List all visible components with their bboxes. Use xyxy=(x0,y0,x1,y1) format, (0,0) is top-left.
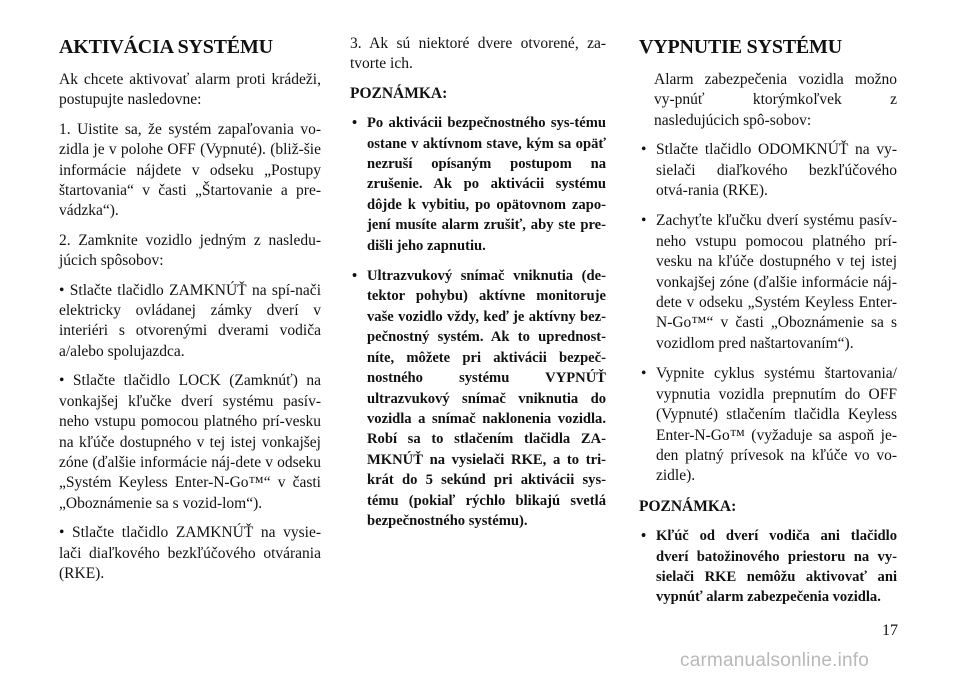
note-text: Kľúč od dverí vodiča ani tlačidlo dverí batožinového priestoru na vy-sielači RKE nemôžu aktivovať ani vypnúť alarm zabezpečenia vozidla. xyxy=(656,528,897,606)
note-list xyxy=(639,526,897,608)
bullet-icon: • xyxy=(641,212,647,230)
deactivation-intro: Alarm zabezpečenia vozidla možno vy-pnúť ktorýmkoľvek z nasledujúcich spô-sobov: xyxy=(654,71,897,129)
activation-bullet-3: • Stlačte tlačidlo ZAMKNÚŤ na vysie-lači diaľkového bezkľúčového otvárania (RKE). xyxy=(59,524,321,582)
deactivation-item xyxy=(639,364,897,486)
activation-step-2: 2. Zamknite vozidlo jedným z nasledu-júcich spôsobov: xyxy=(59,231,321,270)
heading-activation: AKTIVÁCIA SYSTÉMU xyxy=(59,36,273,58)
note-text: Ultrazvukový snímač vniknutia (de-tektor pohybu) aktívne monitoruje vaše vozidlo vždy, keď je aktívny bez-pečnostný systém. Ak to uprednost-níte, môžete pri aktivácii bezpeč-nostného systému VYPNÚŤ ultrazvukový snímač vniknutia do vozidla a snímač naklonenia vozidla. Robí sa to stlačením tlačidla ZA-MKNÚŤ na vysielači RKE, a to tri-krát do 5 sekúnd pri aktivácii sys-tému (pokiaľ rýchlo blikajú svetlá bezpečnostného systému). xyxy=(367,268,606,529)
note-item xyxy=(639,526,897,608)
bullet-icon: • xyxy=(352,268,358,285)
note-item xyxy=(350,113,606,256)
note-title: POZNÁMKA: xyxy=(639,497,737,515)
page-number: 17 xyxy=(882,622,898,639)
bullet-icon: • xyxy=(641,528,647,545)
note-item xyxy=(350,266,606,531)
deactivation-list xyxy=(639,140,897,487)
activation-step-1: 1. Uistite sa, že systém zapaľovania vo-zidla je v polohe OFF (Vypnuté). (bliž-šie informácie nájdete v odseku „Postupy štartovania“ v časti „Štartovanie a pre-vádzka“). xyxy=(59,120,321,220)
deactivation-text: Vypnite cyklus systému štartovania/ vypnutia vozidla prepnutím do OFF (Vypnuté) stlačením tlačidla Keyless Enter-N-Go™ (vyžaduje sa aspoň je-den platný prívesok na kľúče vo vo-zidle). xyxy=(656,365,897,485)
heading-deactivation: VYPNUTIE SYSTÉMU xyxy=(639,36,842,58)
deactivation-item xyxy=(639,140,897,201)
note-title: POZNÁMKA: xyxy=(350,84,448,102)
activation-bullet-2: • Stlačte tlačidlo LOCK (Zamknúť) na vonkajšej kľučke dverí systému pasív-neho vstupu pomocou platného prí-vesku na kľúče dostupného v tej istej vonkajšej zóne (ďalšie informácie náj-dete v odseku „Systém Keyless Enter-N-Go™“ v časti „Oboznámenie sa s vozid-lom“). xyxy=(59,372,321,512)
bullet-icon: • xyxy=(352,115,358,132)
watermark: carmanualsonline.info xyxy=(680,650,870,671)
column-deactivation xyxy=(639,34,897,618)
activation-intro: Ak chcete aktivovať alarm proti krádeži, postupujte nasledovne: xyxy=(59,71,321,109)
deactivation-text: Stlačte tlačidlo ODOMKNÚŤ na vy-sielači diaľkového bezkľúčového otvá-rania (RKE). xyxy=(656,141,897,200)
activation-bullet-1: • Stlačte tlačidlo ZAMKNÚŤ na spí-nači elektricky ovládanej zámky dverí v interiéri s otvorenými dverami vodiča a/alebo spolujazdca. xyxy=(59,281,321,360)
deactivation-text: Zachyťte kľučku dverí systému pasív-neho vstupu pomocou platného prí-vesku na kľúče dostupného v tej istej vonkajšej zóne (ďalšie informácie náj-dete v odseku „Systém Keyless Enter-N-Go™“ v časti „Oboznámenie sa s vozidlom pred naštartovaním“). xyxy=(656,212,897,352)
activation-step-3: 3. Ak sú niektoré dvere otvorené, za-tvorte ich. xyxy=(350,35,606,73)
note-list xyxy=(350,113,606,531)
deactivation-item xyxy=(639,211,897,354)
bullet-icon: • xyxy=(641,141,647,159)
column-activation-cont xyxy=(350,34,606,541)
bullet-icon: • xyxy=(641,365,647,383)
note-text: Po aktivácii bezpečnostného sys-tému ostane v aktívnom stave, kým sa opäť nezruší opísaným postupom na zrušenie. Ak po aktivácii systému dôjde k vybitiu, po opätovnom zapo-jení musíte alarm zrušiť, aby ste pre-dišli jeho zapnutiu. xyxy=(367,115,606,254)
column-activation xyxy=(59,34,321,593)
